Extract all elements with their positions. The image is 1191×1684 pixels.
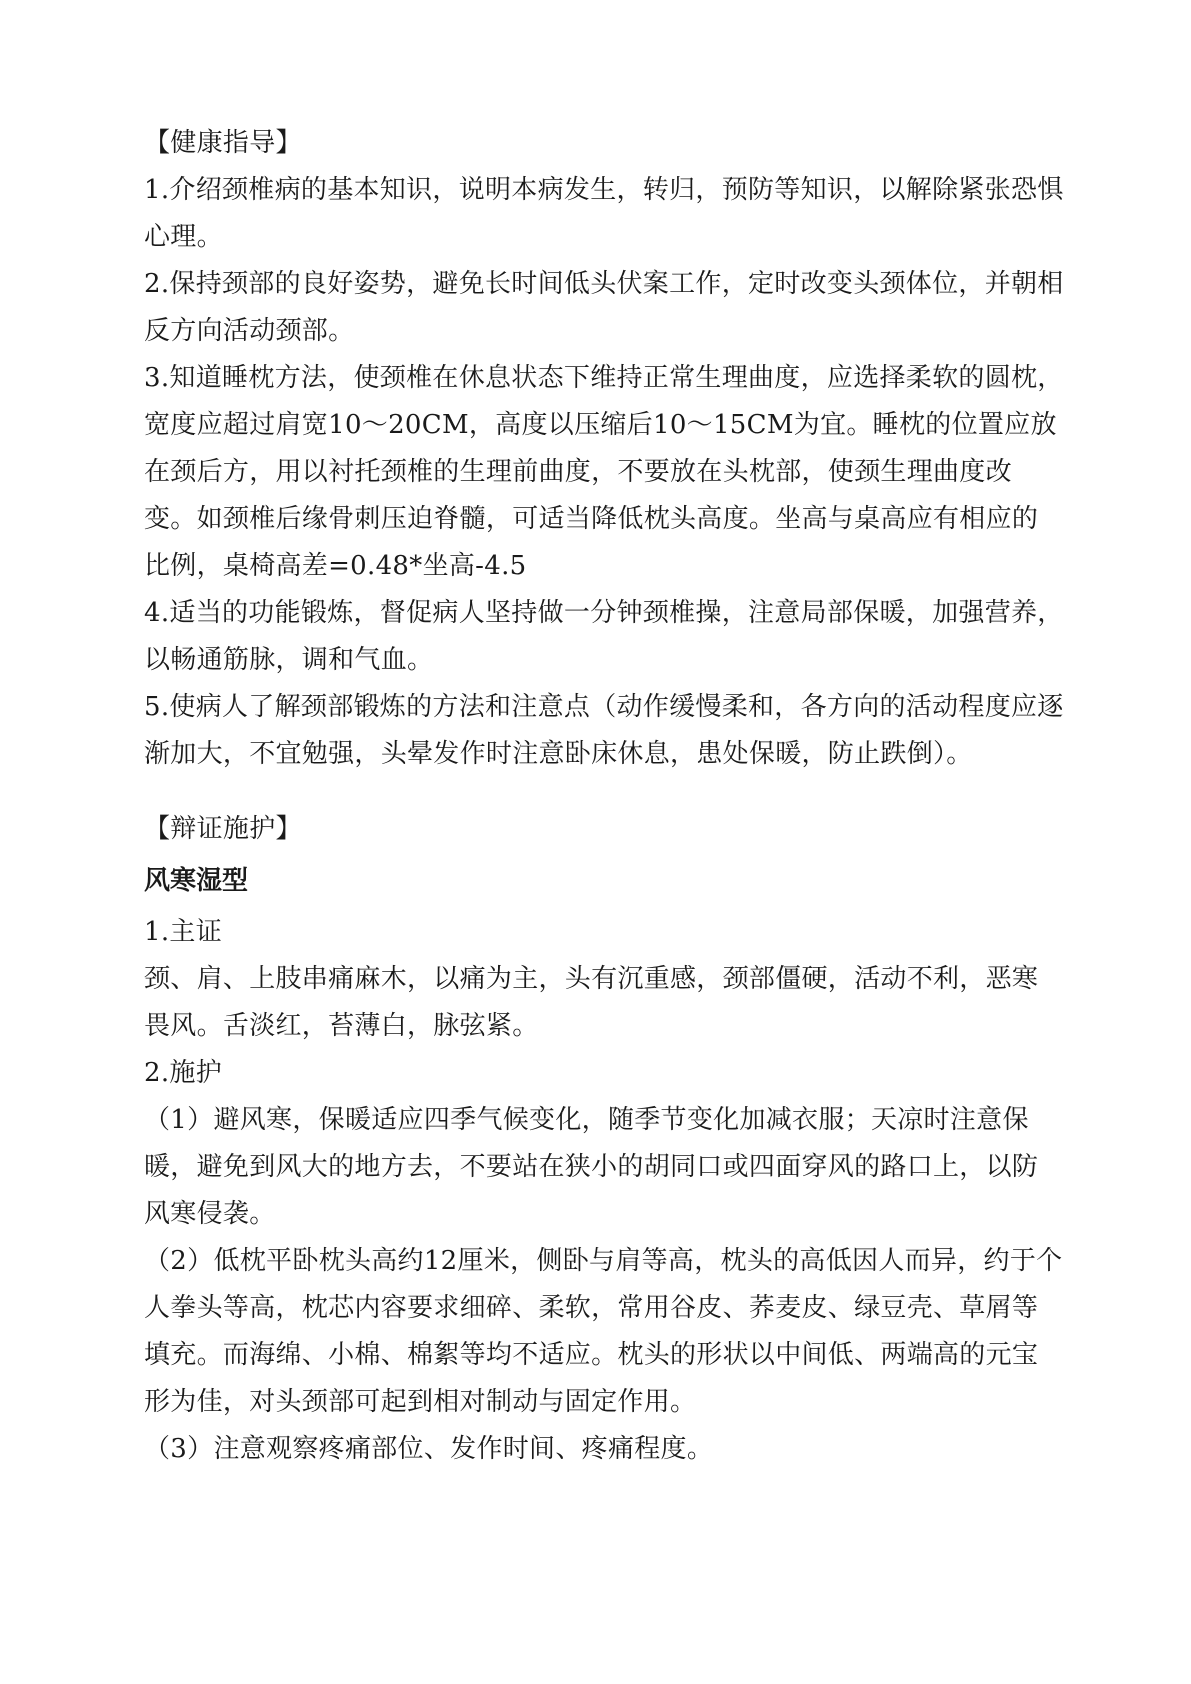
care-item-2: （2）低枕平卧枕头高约12厘米，侧卧与肩等高，枕头的高低因人而异，约于个人拳头等高，枕芯内容要求细碎、柔软，常用谷皮、荞麦皮、绿豆壳、草屑等填充。而海绵、小棉、棉絮等均不适应。枕头的形状以中间低、两端高的元宝形为佳，对头颈部可起到相对制动与固定作用。 xyxy=(144,1246,1063,1417)
health-guidance-item-1: 1.介绍颈椎病的基本知识，说明本病发生，转归，预防等知识，以解除紧张恐惧心理。 xyxy=(144,175,1064,252)
health-guidance-item-2: 2.保持颈部的良好姿势，避免长时间低头伏案工作，定时改变头颈体位，并朝相反方向活动颈部。 xyxy=(144,269,1064,346)
health-guidance-item-3: 3.知道睡枕方法，使颈椎在休息状态下维持正常生理曲度，应选择柔软的圆枕，宽度应超过肩宽10～20CM，高度以压缩后10～15CM为宜。睡枕的位置应放在颈后方，用以衬托颈椎的生理前曲度，不要放在头枕部，使颈生理曲度改变。如颈椎后缘骨刺压迫脊髓，可适当降低枕头高度。坐高与桌高应有相应的比例，桌椅高差=0.48*坐高-4.5 xyxy=(144,363,1064,581)
care-item-1: （1）避风寒，保暖适应四季气候变化，随季节变化加减衣服；天凉时注意保暖，避免到风大的地方去，不要站在狭小的胡同口或四面穿风的路口上，以防风寒侵袭。 xyxy=(144,1105,1039,1229)
main-symptoms-text: 颈、肩、上肢串痛麻木，以痛为主，头有沉重感，颈部僵硬，活动不利，恶寒畏风。舌淡红，苔薄白，脉弦紧。 xyxy=(144,964,1039,1041)
health-guidance-item-5: 5.使病人了解颈部锻炼的方法和注意点（动作缓慢柔和，各方向的活动程度应逐渐加大，不宜勉强，头晕发作时注意卧床休息，患处保暖，防止跌倒）。 xyxy=(144,692,1064,769)
document-page xyxy=(144,120,1064,1473)
care-item-3: （3）注意观察疼痛部位、发作时间、疼痛程度。 xyxy=(144,1434,714,1464)
section-spacer xyxy=(144,778,1064,806)
health-guidance-title: 【健康指导】 xyxy=(144,128,302,158)
syndrome-type-heading: 风寒湿型 xyxy=(144,866,249,896)
syndrome-care-title: 【辩证施护】 xyxy=(144,814,302,844)
care-label: 2.施护 xyxy=(144,1058,223,1088)
main-symptoms-label: 1.主证 xyxy=(144,917,223,947)
health-guidance-item-4: 4.适当的功能锻炼，督促病人坚持做一分钟颈椎操，注意局部保暖，加强营养，以畅通筋脉，调和气血。 xyxy=(144,598,1064,675)
